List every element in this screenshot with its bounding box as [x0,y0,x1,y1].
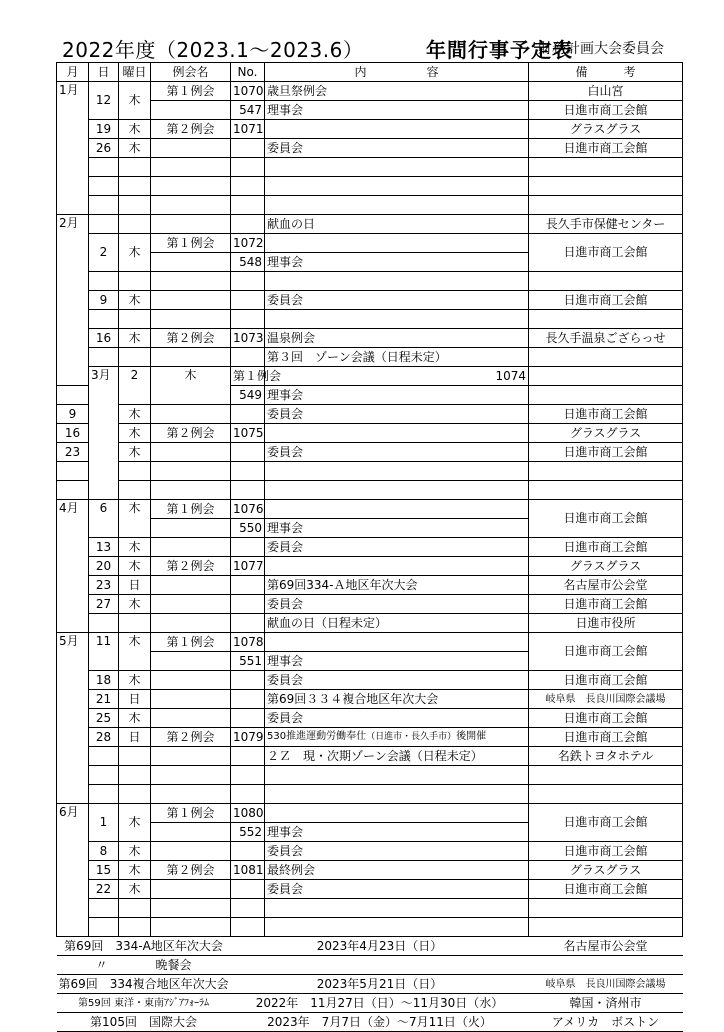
content-cell: 理事会 [265,386,529,405]
dow-cell: 木 [119,880,151,899]
meeting-cell: 第１例会 [151,500,231,519]
no-cell: 548 [231,253,265,272]
day-cell: 28 [89,728,119,747]
content-cell: 委員会 [265,671,529,690]
no-cell: 549 [231,386,265,405]
dow-cell: 木 [119,557,151,576]
dow-cell: 日 [119,690,151,709]
day-cell: 23 [89,576,119,595]
dow-cell: 木 [119,538,151,557]
month-cell: 1月 [57,82,89,215]
table-row [57,82,683,101]
day-cell: 16 [57,424,89,443]
dow-cell: 木 [119,120,151,139]
note-cell: 名鉄トヨタホテル [529,747,683,766]
col-month: 月 [57,63,89,82]
meeting-cell: 第２例会 [151,120,231,139]
no-cell: 1078 [231,633,265,652]
table-row [57,177,683,196]
content-cell: 献血の日（日程未定） [265,614,529,633]
no-cell: 551 [231,652,265,671]
page-header [58,34,678,60]
note-cell: グラスグラス [529,424,683,443]
table-row [57,690,683,709]
note-cell: 日進市商工会館 [529,500,683,538]
content-cell: 委員会 [265,139,529,158]
content-cell: 温泉例会 [265,329,529,348]
month-cell: 4月 [57,500,89,633]
table-row [57,671,683,690]
table-row [57,272,683,291]
day-cell: 9 [89,291,119,310]
table-row [57,405,683,424]
note-cell: 日進市商工会館 [529,709,683,728]
table-row [57,861,683,880]
day-cell: 1 [89,804,119,842]
no-cell: 1080 [231,804,265,823]
content-cell: 理事会 [265,253,529,272]
table-row [57,728,683,747]
dow-cell: 日 [119,728,151,747]
day-cell: 21 [89,690,119,709]
no-cell: 1073 [231,329,265,348]
content-cell: 献血の日 [265,215,529,234]
dow-cell: 木 [119,424,151,443]
table-row [57,804,683,823]
day-cell: 13 [89,538,119,557]
table-row [57,557,683,576]
dow-cell: 木 [119,595,151,614]
note-cell: 名古屋市公会堂 [529,576,683,595]
note-cell: グラスグラス [529,120,683,139]
no-cell: 1081 [231,861,265,880]
dow-cell: 木 [119,329,151,348]
table-row [57,481,683,500]
footer-event: 第69回 334複合地区年次大会 [57,975,231,994]
day-cell: 25 [89,709,119,728]
note-cell: 日進市商工会館 [529,804,683,842]
col-dow: 曜日 [119,63,151,82]
note-cell: 日進市商工会館 [529,234,683,272]
table-row [57,747,683,766]
document-title: 年間行事予定表 [426,38,573,62]
header-row [57,63,683,82]
meeting-cell: 第２例会 [151,557,231,576]
dow-cell: 木 [119,82,151,120]
day-cell: 26 [89,139,119,158]
note-cell: 白山宮 [529,82,683,101]
content-cell: 最終例会 [265,861,529,880]
content-cell: 歳旦祭例会 [265,82,529,101]
committee-name: 財務計画大会委員会 [538,41,664,57]
col-day: 日 [89,63,119,82]
note-cell: 日進市商工会館 [529,633,683,671]
footer-date: 2022年 11月27日（日）～11月30日（水） [231,994,529,1013]
day-cell: 2 [89,234,119,272]
footer-row [57,994,683,1013]
content-cell: 委員会 [265,443,529,462]
note-cell: 日進市商工会館 [529,538,683,557]
content-cell: 委員会 [265,291,529,310]
dow-cell: 木 [151,367,231,405]
table-row [57,595,683,614]
content-cell: 委員会 [265,709,529,728]
day-cell: 8 [89,842,119,861]
no-cell: 1075 [231,424,265,443]
table-row [57,842,683,861]
month-cell: 3月 [89,367,119,500]
meeting-cell: 第２例会 [151,424,231,443]
table-row [57,234,683,253]
note-cell: 長久手市保健センター [529,215,683,234]
content-cell: 理事会 [265,823,529,842]
meeting-cell: 第２例会 [151,861,231,880]
dow-cell: 木 [119,443,151,462]
footer-place: 韓国・済州市 [529,994,683,1013]
footer-row [57,937,683,956]
footer-date: 2023年 7月7日（金）～7月11日（火） [231,1013,529,1032]
content-cell: 理事会 [265,519,529,538]
dow-cell: 木 [119,500,151,538]
meeting-cell: 第２例会 [151,728,231,747]
content-cell: 第69回３３４複合地区年次大会 [265,690,529,709]
dow-cell: 木 [119,139,151,158]
meeting-cell: 第１例会 [151,234,231,253]
col-meeting: 例会名 [151,63,231,82]
content-cell: 委員会 [265,595,529,614]
day-cell: 23 [57,443,89,462]
note-cell: 日進市商工会館 [529,443,683,462]
footer-date [231,956,529,975]
table-row [57,367,683,386]
note-cell: 長久手温泉ござらっせ [529,329,683,348]
dow-cell: 日 [119,576,151,595]
day-cell: 19 [89,120,119,139]
note-cell: 日進市商工会館 [529,405,683,424]
footer-row [57,1013,683,1032]
footer-row [57,956,683,975]
note-cell: 日進市商工会館 [529,291,683,310]
no-cell: 1071 [231,120,265,139]
no-cell: 550 [231,519,265,538]
dow-cell: 木 [119,804,151,842]
dow-cell: 木 [119,633,151,671]
note-cell: 日進市商工会館 [529,842,683,861]
day-cell: 6 [89,500,119,538]
dow-cell: 木 [119,861,151,880]
table-row [57,139,683,158]
no-cell: 552 [231,823,265,842]
content-subtext: （日進市・長久手市） [366,732,457,742]
content-text: 後開催 [456,731,487,742]
note-cell: 日進市商工会館 [529,139,683,158]
dow-cell: 木 [119,671,151,690]
table-row [57,310,683,329]
table-row [57,120,683,139]
col-note: 備 考 [529,63,683,82]
table-row [57,215,683,234]
no-cell: 1072 [231,234,265,253]
day-cell: 20 [89,557,119,576]
dow-cell: 木 [119,405,151,424]
meeting-cell: 第１例会 [151,82,231,101]
table-row [57,918,683,937]
meeting-cell: 第２例会 [151,329,231,348]
note-cell: 日進市役所 [529,614,683,633]
content-cell: 理事会 [265,101,529,120]
day-cell: 9 [57,405,89,424]
table-row [57,766,683,785]
table-row [57,424,683,443]
schedule-table [56,62,683,1032]
content-cell [265,728,529,747]
content-text: 530推進運動労働奉仕 [267,731,367,742]
meeting-cell: 第１例会 [151,804,231,823]
day-cell: 16 [89,329,119,348]
month-cell: 6月 [57,804,89,937]
no-cell: 1070 [231,82,265,101]
table-row [57,538,683,557]
no-cell: 1074 [265,367,529,386]
no-cell: 547 [231,101,265,120]
dow-cell: 木 [119,234,151,272]
meeting-cell: 第１例会 [151,633,231,652]
day-cell: 11 [89,633,119,671]
footer-event: 第69回 334-A地区年次大会 [57,937,231,956]
content-cell: 第69回334-Ａ地区年次大会 [265,576,529,595]
day-cell: 12 [89,82,119,120]
content-cell: 第３回 ゾーン会議（日程未定） [265,348,529,367]
day-cell: 27 [89,595,119,614]
col-no: No. [231,63,265,82]
table-row [57,709,683,728]
table-row [57,196,683,215]
table-row [57,348,683,367]
footer-place: アメリカ ボストン [529,1013,683,1032]
no-cell: 1079 [231,728,265,747]
table-row [57,633,683,652]
footer-event: 第59回 東洋・東南ｱｼﾞｱﾌｫｰﾗﾑ [57,994,231,1013]
month-cell: 2月 [57,215,89,386]
fiscal-year-title: 2022年度（2023.1～2023.6） [62,38,364,62]
table-row [57,500,683,519]
footer-row [57,975,683,994]
no-cell: 1076 [231,500,265,519]
footer-event: 第105回 国際大会 [57,1013,231,1032]
dow-cell: 木 [119,842,151,861]
footer-event: 〃 晩餐会 [57,956,231,975]
note-cell: 日進市商工会館 [529,101,683,120]
day-cell: 22 [89,880,119,899]
note-cell: グラスグラス [529,557,683,576]
table-row [57,291,683,310]
note-cell: 岐阜県 長良川国際会議場 [529,690,683,709]
meeting-cell: 第１例会 [231,367,265,386]
table-row [57,899,683,918]
table-row [57,101,683,120]
no-cell: 1077 [231,557,265,576]
day-cell: 2 [119,367,151,405]
note-cell: 日進市商工会館 [529,880,683,899]
content-cell: ２Ｚ 現・次期ゾーン会議（日程未定） [265,747,529,766]
table-row [57,158,683,177]
footer-place: 岐阜県 長良川国際会議場 [529,975,683,994]
content-cell: 理事会 [265,652,529,671]
footer-date: 2023年4月23日（日） [231,937,529,956]
note-cell: 日進市商工会館 [529,671,683,690]
table-row [57,443,683,462]
content-cell: 委員会 [265,538,529,557]
content-cell: 委員会 [265,880,529,899]
day-cell: 18 [89,671,119,690]
month-cell: 5月 [57,633,89,804]
note-cell: 日進市商工会館 [529,595,683,614]
col-content: 内 容 [265,63,529,82]
note-cell: 日進市商工会館 [529,728,683,747]
footer-place [529,956,683,975]
content-cell: 委員会 [265,405,529,424]
footer-date: 2023年5月21日（日） [231,975,529,994]
day-cell: 15 [89,861,119,880]
dow-cell: 木 [119,709,151,728]
note-cell: グラスグラス [529,861,683,880]
table-row [57,576,683,595]
table-row [57,329,683,348]
content-cell: 委員会 [265,842,529,861]
table-row [57,880,683,899]
table-row [57,462,683,481]
table-row [57,614,683,633]
footer-place: 名古屋市公会堂 [529,937,683,956]
table-row [57,785,683,804]
dow-cell: 木 [119,291,151,310]
